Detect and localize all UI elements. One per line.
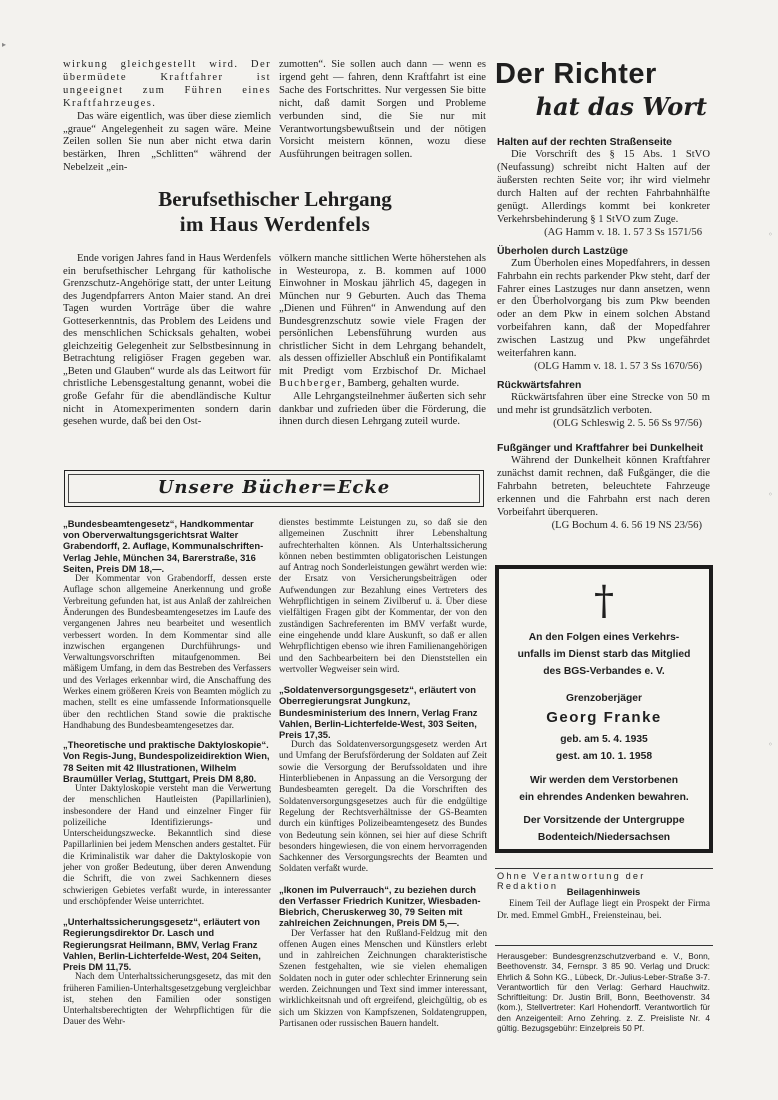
- beilage-heading: Beilagenhinweis: [566, 886, 641, 897]
- obituary-line: unfalls im Dienst starb das Mitglied: [517, 649, 691, 660]
- text-paragraph: Rückwärtsfahren über eine Strecke von 50 m und mehr ist grundsätzlich verboten.: [497, 392, 710, 417]
- obituary-line: ein ehrendes Andenken bewahren.: [519, 792, 689, 803]
- text-paragraph: Alle Lehrgangsteilnehmer äußerten sich sehr dankbar und zufrieden über die Förderung, die ihnen durch diesen Lehrgang zuteil wurde.: [279, 391, 486, 428]
- book-title: „Bundesbeamtengesetz“, Handkommentar von Oberverwaltungsgerichtsrat Walter Grabendorff, 2. Auflage, Kommunalschriften-Verlag Jehle, München 34, Barerstraße, 316 Seiten, Preis DM 18,—.: [63, 518, 264, 574]
- obituary-box: [495, 565, 713, 853]
- binding-mark-icon: ◦: [768, 490, 773, 499]
- richter-title-line1: Der Richter: [495, 58, 657, 90]
- book-review: Unter Daktyloskopie versteht man die Verwertung der menschlichen Hautleisten (Papillarlinien), insbesondere der Hand und einzelner Finger für polizeiliche Identifizierungs- und Unterscheidungszwecke. Bekanntlich sind diese Papillarlinien bei jedem Menschen anders gestaltet. Für die Kriminalistik war daher die Daktyloskopie von jeher von großer Bedeutung, über deren Anwendung die Schrift, die von zwei Sachkennern dieses schwierigen Gebietes verfaßt wurde, in interessanter und erschöpfender Weise unterrichtet.: [63, 783, 271, 907]
- text-paragraph: Zum Überholen eines Mopedfahrers, in dessen Fahrbahn ein rechts parkender Pkw steht, darf der Fahrer eines Lastzuges nur dann ansetzen, wenn er den Überholvorgang bis zum Pkw beenden oder an dem Pkw in einem solchen Abstand vorbeifahren kann, daß der Mopedfahrer zwischen Lastzug und Pkw ungefährdet weiterfahren kann.: [497, 257, 710, 360]
- lehrgang-col2: [279, 253, 486, 429]
- text-paragraph: Das wäre eigentlich, was über diese ziemlich „graue“ Angelegenheit zu sagen wäre. Meine Zeilen sollen Sie nun aber nicht etwa darin bestärken, Ihren „Schlitten“ während der Nebelzeit „ein-: [63, 110, 271, 174]
- person-name: Buchberger: [279, 378, 343, 390]
- book-title: „Theoretische und praktische Daktyloskopie“. Von Regis-Jung, Bundespolizeidirektion Wien, 78 Seiten mit 42 Illustrationen, Wilhelm Braumüller Verlag, Stuttgart, Preis DM 8,80.: [63, 739, 270, 784]
- text-paragraph: zumotten“. Sie sollen auch dann — wenn es irgend geht — fahren, denn Kraftfahrt ist eine Sache des Fortschrittes. Nur vergessen Sie bitte nicht, daß damit Sorgen und Probleme verbunden sind, die Sie nur mit Verantwortungsbewußtsein und der nötigen Vorsicht meistern können, wozu diese Ausführungen beitragen sollen.: [279, 59, 486, 161]
- court-citation: (OLG Schleswig 2. 5. 56 Ss 97/56): [553, 417, 702, 429]
- book-title: „Unterhaltssicherungsgesetz“, erläutert von Regierungsdirektor Dr. Lasch und Regierungsrat Heilmann, BMV, Verlag Franz Vahlen, Berlin-Lichterfelde-West, 204 Seiten, Preis DM 11,75.: [63, 916, 261, 973]
- beilage-section: [497, 886, 710, 922]
- top-text-col1: [63, 59, 271, 175]
- text-paragraph: völkern manche sittlichen Werte höherstehen als in Westeuropa, z. B. kommen auf 1000 Einwohner in Moskau jährlich 45, dagegen in München nur 9 Geburten. Auch das Thema „Dienen und Führen“ in Anwendung auf den Bundesgrenzschutz sowie viele Fragen der persönlichen Lebensführung wurden aus christlicher Sicht in dem Lehrgang behandelt, als dessen offizieller Abschluß ein Pontifikalamt mit Predigt vom Erzbischof Dr. Michael: [279, 253, 486, 377]
- text-paragraph: Ende vorigen Jahres fand in Haus Werdenfels ein berufsethischer Lehrgang für katholische Grenzschutz-Angehörige statt, der unter Leitung des Jugendpfarrers Anton Maier stand. An drei Tagen wurden Vorträge über die wahre Gotteserkenntnis, das Problem des Leidens und des menschlichen Schicksals gehalten, wobei gleichzeitig Gelegenheit zur Selbstbesinnung in Betrachtung religiöser Fragen gegeben war. „Beten und Glauben“ wurde als das Leitwort für christliche Lebensgestaltung genannt, wobei die große Gefahr für die abendländische Kultur nicht in Atomexperimenten sondern darin gesehen wurde, daß bei den Ost-: [63, 253, 271, 428]
- binding-mark-icon: ▸: [2, 40, 7, 49]
- obituary-line: Der Vorsitzende der Untergruppe: [523, 815, 685, 826]
- text-paragraph: Während der Dunkelheit können Kraftfahrer zunächst damit rechnen, daß Fußgänger, die die Fahrbahn betreten, beleuchtete Fahrzeuge erkennen und die Fahrbahn erst nach deren Vorbeifahrt überqueren.: [497, 455, 710, 518]
- court-citation: (LG Bochum 4. 6. 56 19 NS 23/56): [551, 519, 702, 531]
- beilage-text: Einem Teil der Auflage liegt ein Prospekt der Firma Dr. med. Emmel GmbH., Freiensteinau, bei.: [497, 899, 710, 921]
- section-heading: Fußgänger und Kraftfahrer bei Dunkelheit: [497, 442, 704, 454]
- buecher-title: Unsere Bücher=Ecke: [157, 477, 391, 498]
- obituary-line: des BGS-Verbandes e. V.: [543, 666, 665, 677]
- obituary-name: Georg Franke: [546, 709, 662, 726]
- obituary-line: Wir werden dem Verstorbenen: [529, 775, 679, 786]
- top-text-col2: [279, 59, 486, 162]
- buecher-col1: [63, 518, 271, 1029]
- cross-icon: †: [594, 578, 614, 624]
- book-review: Der Kommentar von Grabendorff, dessen erste Auflage schon allgemeine Anerkennung und große Verbreitung gefunden hat, ist aus Anlaß der zahlreichen Änderungen des Bundesbeamtengesetzes im Laufe des vergangenen Jahres neu bearbeitet und wesentlich verbessert worden. In dem Kommentar sind alle inzwischen ergangenen Durchführungs- und Verwaltungsvorschriften mitaufgenommen. Bei mäßigem Umfang, in dem das Bestreben des Verfassers und des Verlages erkennbar wird, die Anschaffung des Werkes einem größeren Kreis von Beamten möglich zu machen, stellt es eine umfassende Informationsquelle über den rechtlichen Stand sowie die praktische Handhabung des Bundesbeamtengesetzes dar.: [63, 574, 271, 731]
- court-citation: (OLG Hamm v. 18. 1. 57 3 Ss 1670/56): [534, 361, 702, 372]
- disclaimer: Ohne Verantwortung der Redaktion: [497, 871, 646, 891]
- obituary-born: geb. am 5. 4. 1935: [560, 734, 648, 745]
- text-paragraph: , Bamberg, gehalten wurde.: [342, 378, 460, 390]
- divider: [495, 945, 713, 946]
- richter-title-line2: hat das Wort: [535, 92, 707, 121]
- book-review: Der Verfasser hat den Rußland-Feldzug mit den offenen Augen eines Menschen und Künstlers erlebt und in zahlreichen Zeichnungen charakteristische Szenen festgehalten, wie sie vielen ehemaligen Soldaten noch in guter oder schlechter Erinnerung sein werden. Zeichnungen und Text sind immer interessant, wirklichkeitsnah und oft ergreifend, gleichgültig, ob es sich um Skizzen von Kampfszenen, Soldatengruppen, Partisanen oder russischen Bauern handelt.: [279, 928, 487, 1029]
- richter-header: [495, 58, 713, 124]
- buecher-col2: [279, 518, 487, 1030]
- obituary-died: gest. am 10. 1. 1958: [555, 751, 653, 762]
- buecher-header-box: [64, 470, 484, 507]
- section-heading: Überholen durch Lastzüge: [497, 245, 629, 257]
- section-heading: Halten auf der rechten Straßenseite: [497, 137, 672, 148]
- obituary-line: An den Folgen eines Verkehrs-: [528, 632, 680, 643]
- book-title: „Ikonen im Pulverrauch“, zu beziehen durch den Verfasser Friedrich Kunitzer, Wiesbaden-Biebrich, Cheruskerweg 30, 79 Seiten mit zahlreichen Zeichnungen, Preis DM 5,—.: [279, 883, 481, 929]
- lehrgang-title-line2: im Haus Werdenfels: [179, 212, 371, 236]
- lehrgang-title-line1: Berufsethischer Lehrgang: [158, 187, 392, 211]
- divider: [495, 868, 713, 869]
- section-heading: Rückwärtsfahren: [497, 379, 582, 391]
- book-title: „Soldatenversorgungsgesetz“, erläutert von Oberregierungsrat Jungkunz, Bundesministerium des Innern, Verlag Franz Vahlen, Berlin-Lichterfelde-West, 303 Seiten, Preis 17,35.: [279, 684, 478, 740]
- court-citation: (AG Hamm v. 18. 1. 57 3 Ss 1571/56: [544, 226, 702, 238]
- text-paragraph: Die Vorschrift des § 15 Abs. 1 StVO (Neufassung) schreibt nicht Halten auf der äußersten rechten Seite vor; ihr wird vielmehr durch Halten auf der rechten Fahrbahnhälfte genügt. Allerdings kommt bei konkreter Verkehrsbehinderung § 1 StVO zum Zuge.: [497, 149, 710, 225]
- richter-body: [497, 137, 710, 532]
- obituary-rank: Grenzoberjäger: [565, 693, 643, 704]
- lehrgang-col1: [63, 253, 271, 429]
- imprint: Herausgeber: Bundesgrenzschutzverband e. V., Bonn, Beethovenstr. 34, Fernspr. 3 85 90. Verlag und Druck: Ehrlich & Sohn KG., Lübeck, Dr.-Julius-Leber-Straße 3-7. Verantwortlich für den Verlag: Gerhard Hauchwitz. Schriftleitung: Dr. Justin Brill, Bonn, Beethovenstr. 34 (kom.), Stellvertreter: Karl Hohendorff. Verantwortlich für den Anzeigenteil: Arno Zehring. z. Z. Preisliste Nr. 4 gültig. Bezugsgebühr: Einzelpreis 50 Pf.: [497, 951, 710, 1034]
- book-review: Durch das Soldatenversorgungsgesetz werden Art und Umfang der Berufsförderung der Soldaten auf Zeit sowie die Versorgung der Berufssoldaten und ihre Hinterbliebenen in Anpassung an die Versorgung der Bundesbeamten geregelt. Da die Vorschriften des Soldatenversorgungsgesetzes auch für die endgültige Regelung der Rechtsverhältnisse der GS-Beamten durch ein künftiges Polizeibeamtengesetz des Bundes von Bedeutung sein können, sei hier auf diese Schrift besonders hingewiesen, die von einem hervorragenden Sachkenner des Versorgungsrechts der Beamten und Soldaten verfaßt wurde.: [279, 740, 487, 875]
- book-review: Nach dem Unterhaltssicherungsgesetz, das mit den früheren Familien-Unterhaltsgesetzgebung vergleichbar ist, stehen den Familien oder sonstigen Unterhaltsberechtigten der Wehrpflichtigen für die Dauer des Wehr-: [63, 972, 271, 1028]
- binding-mark-icon: ◦: [768, 230, 773, 239]
- text-paragraph: wirkung gleichgestellt wird. Der übermüdete Kraftfahrer ist ungeeignet zum Führen eines Kraftfahrzeuges.: [63, 59, 271, 109]
- lehrgang-title: [80, 187, 470, 237]
- book-review: dienstes bestimmte Leistungen zu, so daß sie den allgemeinen Zuschnitt ihrer Lebenshaltung aufrechterhalten können. Als Unterhaltssicherung können neben bestimmten obligatorischen Leistungen auf Antrag noch Sonderleistungen gewährt werden wie: der Ersatz von Versicherungsbeiträgen oder Aufwendungen zur Bezahlung eines Vertreters des Wehrpflichtigen in seinem Zivilberuf u. ä. Über diese vielfältigen Fragen gibt der Kommentar, der von den zuständigen Sachreferenten im BMV verfaßt wurde, eine eingehende undd klare Auskunft, so daß er allen Wehrpflichtigen ebenso wie ihren Familienangehörigen und den Sachbearbeitern bei den Dienststellen ein wertvoller Wegweiser sein wird.: [279, 518, 487, 675]
- obituary-line: Bodenteich/Niedersachsen: [537, 832, 671, 843]
- binding-mark-icon: ◦: [768, 740, 773, 749]
